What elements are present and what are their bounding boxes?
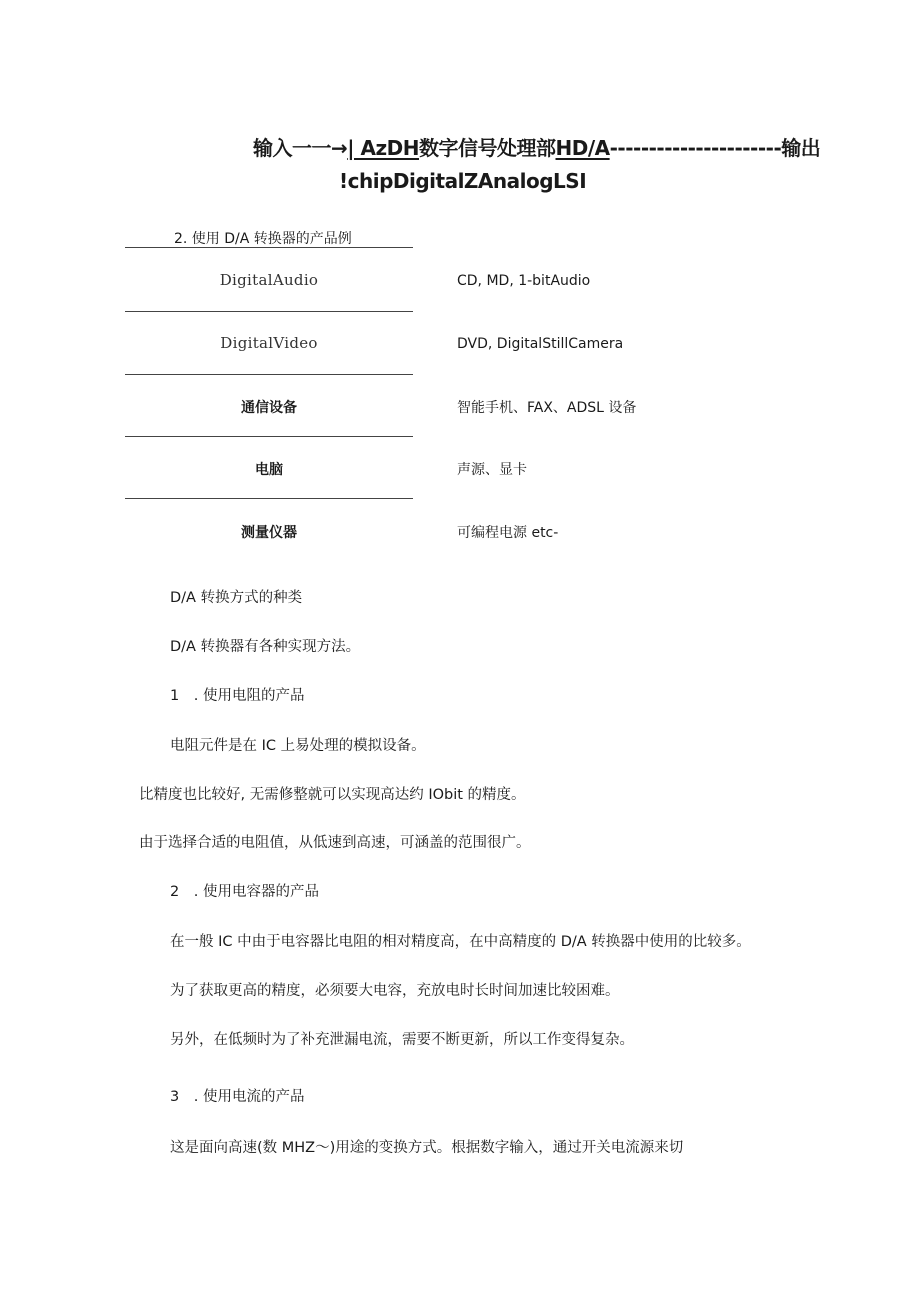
table-row-category: DigitalAudio — [219, 271, 319, 289]
table-row-examples: DVD, DigitalStillCamera — [457, 336, 624, 352]
paragraph: 为了获取更高的精度，必须要大电容，充放电时长时间加速比较困难。 — [170, 983, 620, 999]
table-caption: 2. 使用 D/A 转换器的产品例 — [174, 231, 352, 247]
table-row-category: 通信设备 — [241, 400, 297, 416]
table-row-examples: 可编程电源 etc- — [457, 525, 559, 541]
diagram-dac-block: HD/A — [555, 136, 610, 160]
subsection-title: 1 . 使用电阻的产品 — [170, 688, 305, 704]
table-row-examples: 智能手机、FAX、ADSL 设备 — [457, 400, 637, 416]
paragraph: 比精度也比较好, 无需修整就可以实现高达约 IObit 的精度。 — [139, 787, 526, 803]
subsection-title: 3 . 使用电流的产品 — [170, 1089, 305, 1105]
paragraph: D/A 转换器有各种实现方法。 — [170, 639, 361, 655]
table-divider — [125, 374, 413, 375]
diagram-output: ----------------------输出 — [609, 136, 821, 160]
table-row-category: DigitalVideo — [220, 334, 318, 352]
table-row-category: 电脑 — [255, 462, 283, 478]
table-divider — [125, 311, 413, 312]
table-row-examples: CD, MD, 1-bitAudio — [457, 273, 591, 289]
diagram-input: 输入一一→ — [253, 136, 348, 160]
subsection-title: 2 . 使用电容器的产品 — [170, 884, 319, 900]
diagram-subtitle: !chipDigitalZAnalogLSI — [339, 169, 587, 193]
paragraph: 在一般 IC 中由于电容器比电阻的相对精度高，在中高精度的 D/A 转换器中使用的比较多。 — [170, 934, 751, 950]
paragraph: 电阻元件是在 IC 上易处理的模拟设备。 — [170, 738, 426, 754]
paragraph: 另外，在低频时为了补充泄漏电流，需要不断更新，所以工作变得复杂。 — [170, 1032, 634, 1048]
diagram-dsp-block: 数字信号处理部 — [419, 136, 556, 160]
section-title: D/A 转换方式的种类 — [170, 590, 303, 606]
paragraph: 这是面向高速(数 MHZ〜)用途的变换方式。根据数字输入，通过开关电流源来切 — [170, 1140, 684, 1156]
table-row-examples: 声源、显卡 — [457, 462, 527, 478]
table-divider — [125, 498, 413, 499]
table-divider — [125, 247, 413, 248]
paragraph: 由于选择合适的电阻值，从低速到高速，可涵盖的范围很广。 — [139, 835, 531, 851]
signal-flow-diagram — [253, 132, 820, 161]
diagram-adc-block: | AzDH — [347, 136, 419, 160]
table-row-category: 测量仪器 — [241, 525, 297, 541]
table-divider — [125, 436, 413, 437]
